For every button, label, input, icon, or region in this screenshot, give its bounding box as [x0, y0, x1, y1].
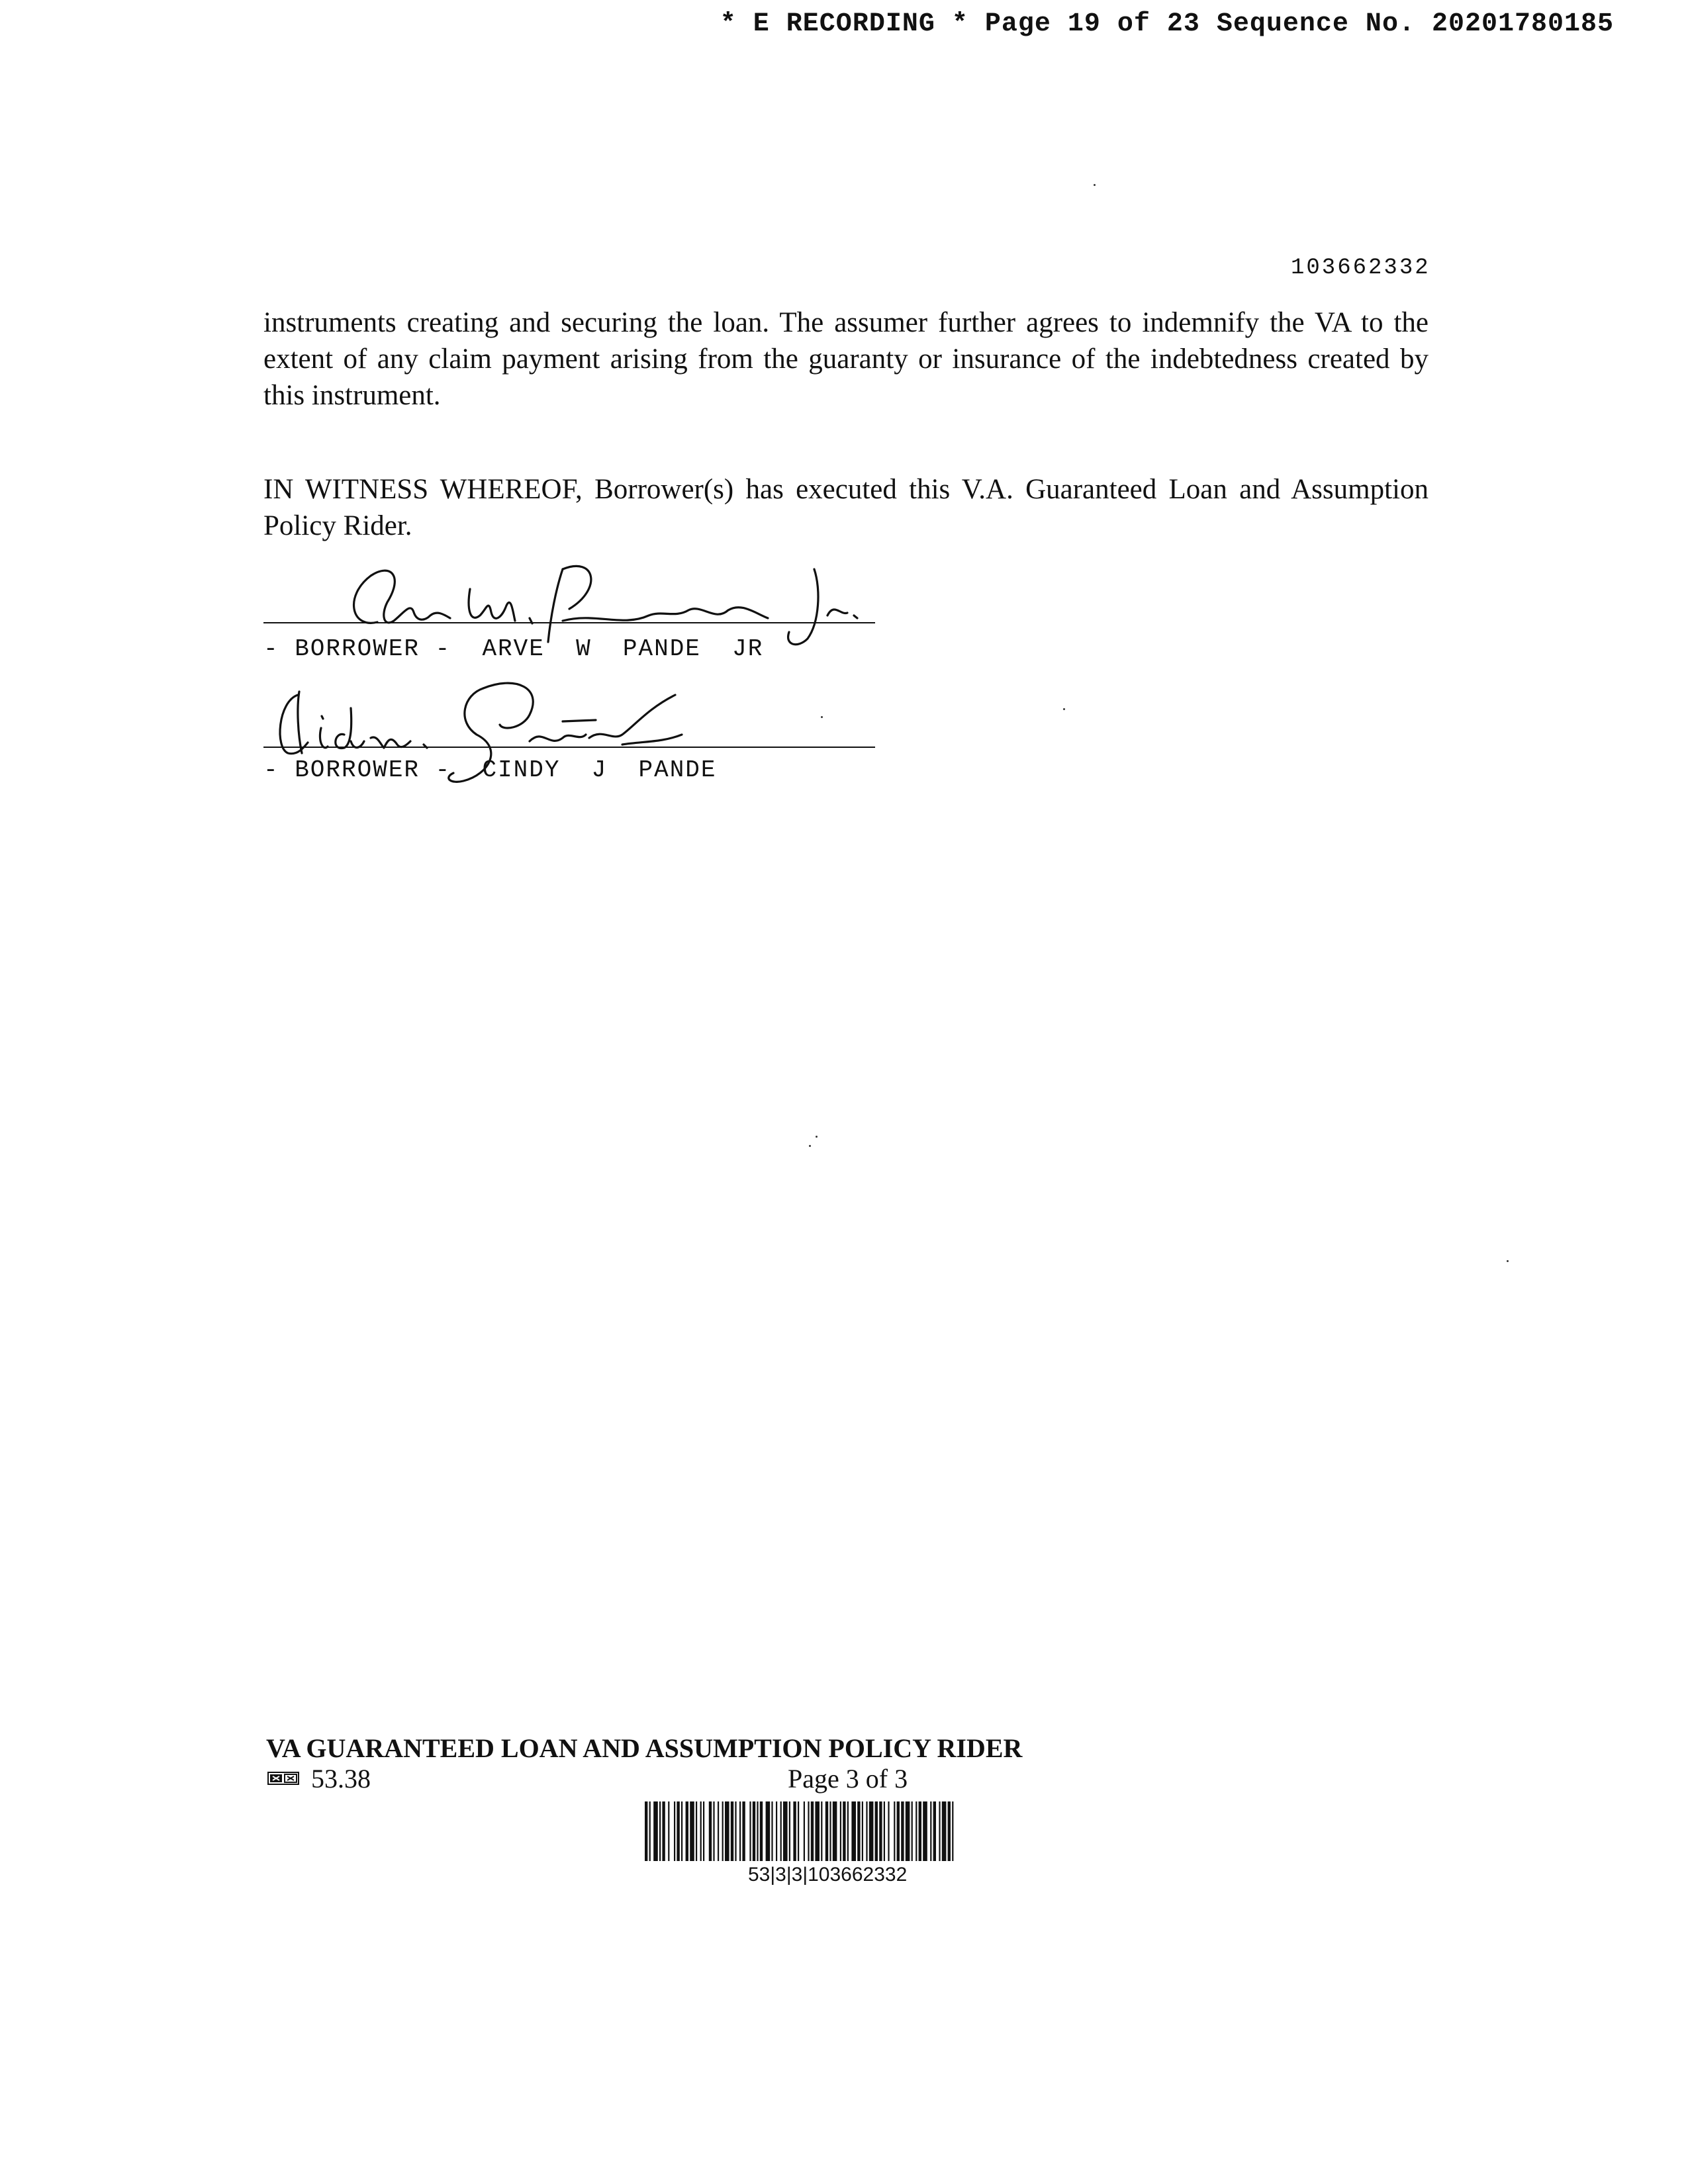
barcode-bar [739, 1801, 741, 1861]
barcode-bar [915, 1801, 917, 1861]
barcode-bar [939, 1801, 940, 1861]
loan-number: 103662332 [1291, 255, 1430, 281]
barcode-bar [942, 1801, 947, 1861]
barcode-bar [700, 1801, 702, 1861]
signature-line-borrower-2 [263, 747, 875, 748]
barcode-bar [793, 1801, 796, 1861]
recording-stamp: * E RECORDING * Page 19 of 23 Sequence No. 20201780185 [720, 9, 1614, 39]
barcode-bar [923, 1801, 927, 1861]
barcode-bar [804, 1801, 805, 1861]
scan-speck [816, 1136, 818, 1138]
scan-speck [1507, 1260, 1509, 1262]
barcode-bar [776, 1801, 777, 1861]
barcode-bar [948, 1801, 951, 1861]
barcode-bar [857, 1801, 860, 1861]
scan-speck [1063, 708, 1065, 710]
barcode-bar [808, 1801, 809, 1861]
barcode-bar [645, 1801, 647, 1861]
barcode-bar [789, 1801, 790, 1861]
barcode-bar [930, 1801, 931, 1861]
barcode-bar [884, 1801, 885, 1861]
barcode-bar [933, 1801, 936, 1861]
signature-line-borrower-1 [263, 622, 875, 623]
body-paragraph-indemnify: instruments creating and securing the loan. The assumer further agrees to indemnify the VA to the extent of any claim payment arising from the guaranty or insurance of the indebtedness created by this instrument. [263, 307, 1429, 411]
barcode-bar [875, 1801, 878, 1861]
page-number: Page 3 of 3 [788, 1764, 908, 1794]
body-paragraph-witness: IN WITNESS WHEREOF, Borrower(s) has executed this V.A. Guaranteed Loan and Assumption Policy Rider. [263, 474, 1429, 541]
barcode-bar [825, 1801, 828, 1861]
barcode-bar [821, 1801, 822, 1861]
barcode-bar [713, 1801, 714, 1861]
barcode-bar [686, 1801, 688, 1861]
barcode-bar [888, 1801, 889, 1861]
barcode-bar [833, 1801, 837, 1861]
barcode-bar [725, 1801, 729, 1861]
barcode-bar [783, 1801, 788, 1861]
barcode-bar [749, 1801, 751, 1861]
barcode-bar [709, 1801, 712, 1861]
barcode-bar [869, 1801, 874, 1861]
barcode-bar [735, 1801, 736, 1861]
barcode-bar [866, 1801, 867, 1861]
barcode-bar [919, 1801, 921, 1861]
barcode-bar [798, 1801, 799, 1861]
barcode-bar [897, 1801, 900, 1861]
barcode-bar [696, 1801, 697, 1861]
barcode-bar [674, 1801, 675, 1861]
barcode-bar [847, 1801, 849, 1861]
barcode [645, 1801, 1050, 1861]
barcode-bar [771, 1801, 773, 1861]
barcode-bar [811, 1801, 814, 1861]
barcode-bar [815, 1801, 820, 1861]
barcode-bar [690, 1801, 694, 1861]
barcode-bar [843, 1801, 845, 1861]
barcode-text: 53|3|3|103662332 [748, 1864, 908, 1886]
barcode-bar [862, 1801, 863, 1861]
barcode-bar [912, 1801, 913, 1861]
barcode-bar [742, 1801, 745, 1861]
scan-speck [821, 716, 823, 718]
signature-label-borrower-1: - BORROWER - ARVE W PANDE JR [263, 635, 764, 662]
barcode-bar [718, 1801, 719, 1861]
barcode-bar [851, 1801, 856, 1861]
barcode-bar [952, 1801, 953, 1861]
barcode-bar [901, 1801, 904, 1861]
barcode-bar [649, 1801, 651, 1861]
barcode-bar [829, 1801, 831, 1861]
barcode-bar [766, 1801, 771, 1861]
barcode-bar [653, 1801, 658, 1861]
barcode-bar [840, 1801, 841, 1861]
form-code: 53.38 [311, 1764, 371, 1794]
signature-label-borrower-2: - BORROWER - CINDY J PANDE [263, 756, 717, 784]
barcode-bar [659, 1801, 661, 1861]
barcode-bar [731, 1801, 733, 1861]
barcode-bar [757, 1801, 758, 1861]
barcode-bar [780, 1801, 782, 1861]
barcode-bar [906, 1801, 910, 1861]
barcode-bar [753, 1801, 755, 1861]
vmp-logo-icon [267, 1771, 299, 1786]
scan-speck [809, 1145, 811, 1147]
barcode-bar [681, 1801, 682, 1861]
barcode-bar [662, 1801, 665, 1861]
barcode-bar [722, 1801, 724, 1861]
form-title: VA GUARANTEED LOAN AND ASSUMPTION POLICY RIDER [266, 1733, 1023, 1763]
barcode-bar [677, 1801, 679, 1861]
barcode-bar [703, 1801, 704, 1861]
scan-speck [1094, 184, 1096, 186]
barcode-bar [879, 1801, 882, 1861]
barcode-bar [668, 1801, 669, 1861]
barcode-bar [760, 1801, 763, 1861]
barcode-bar [894, 1801, 895, 1861]
